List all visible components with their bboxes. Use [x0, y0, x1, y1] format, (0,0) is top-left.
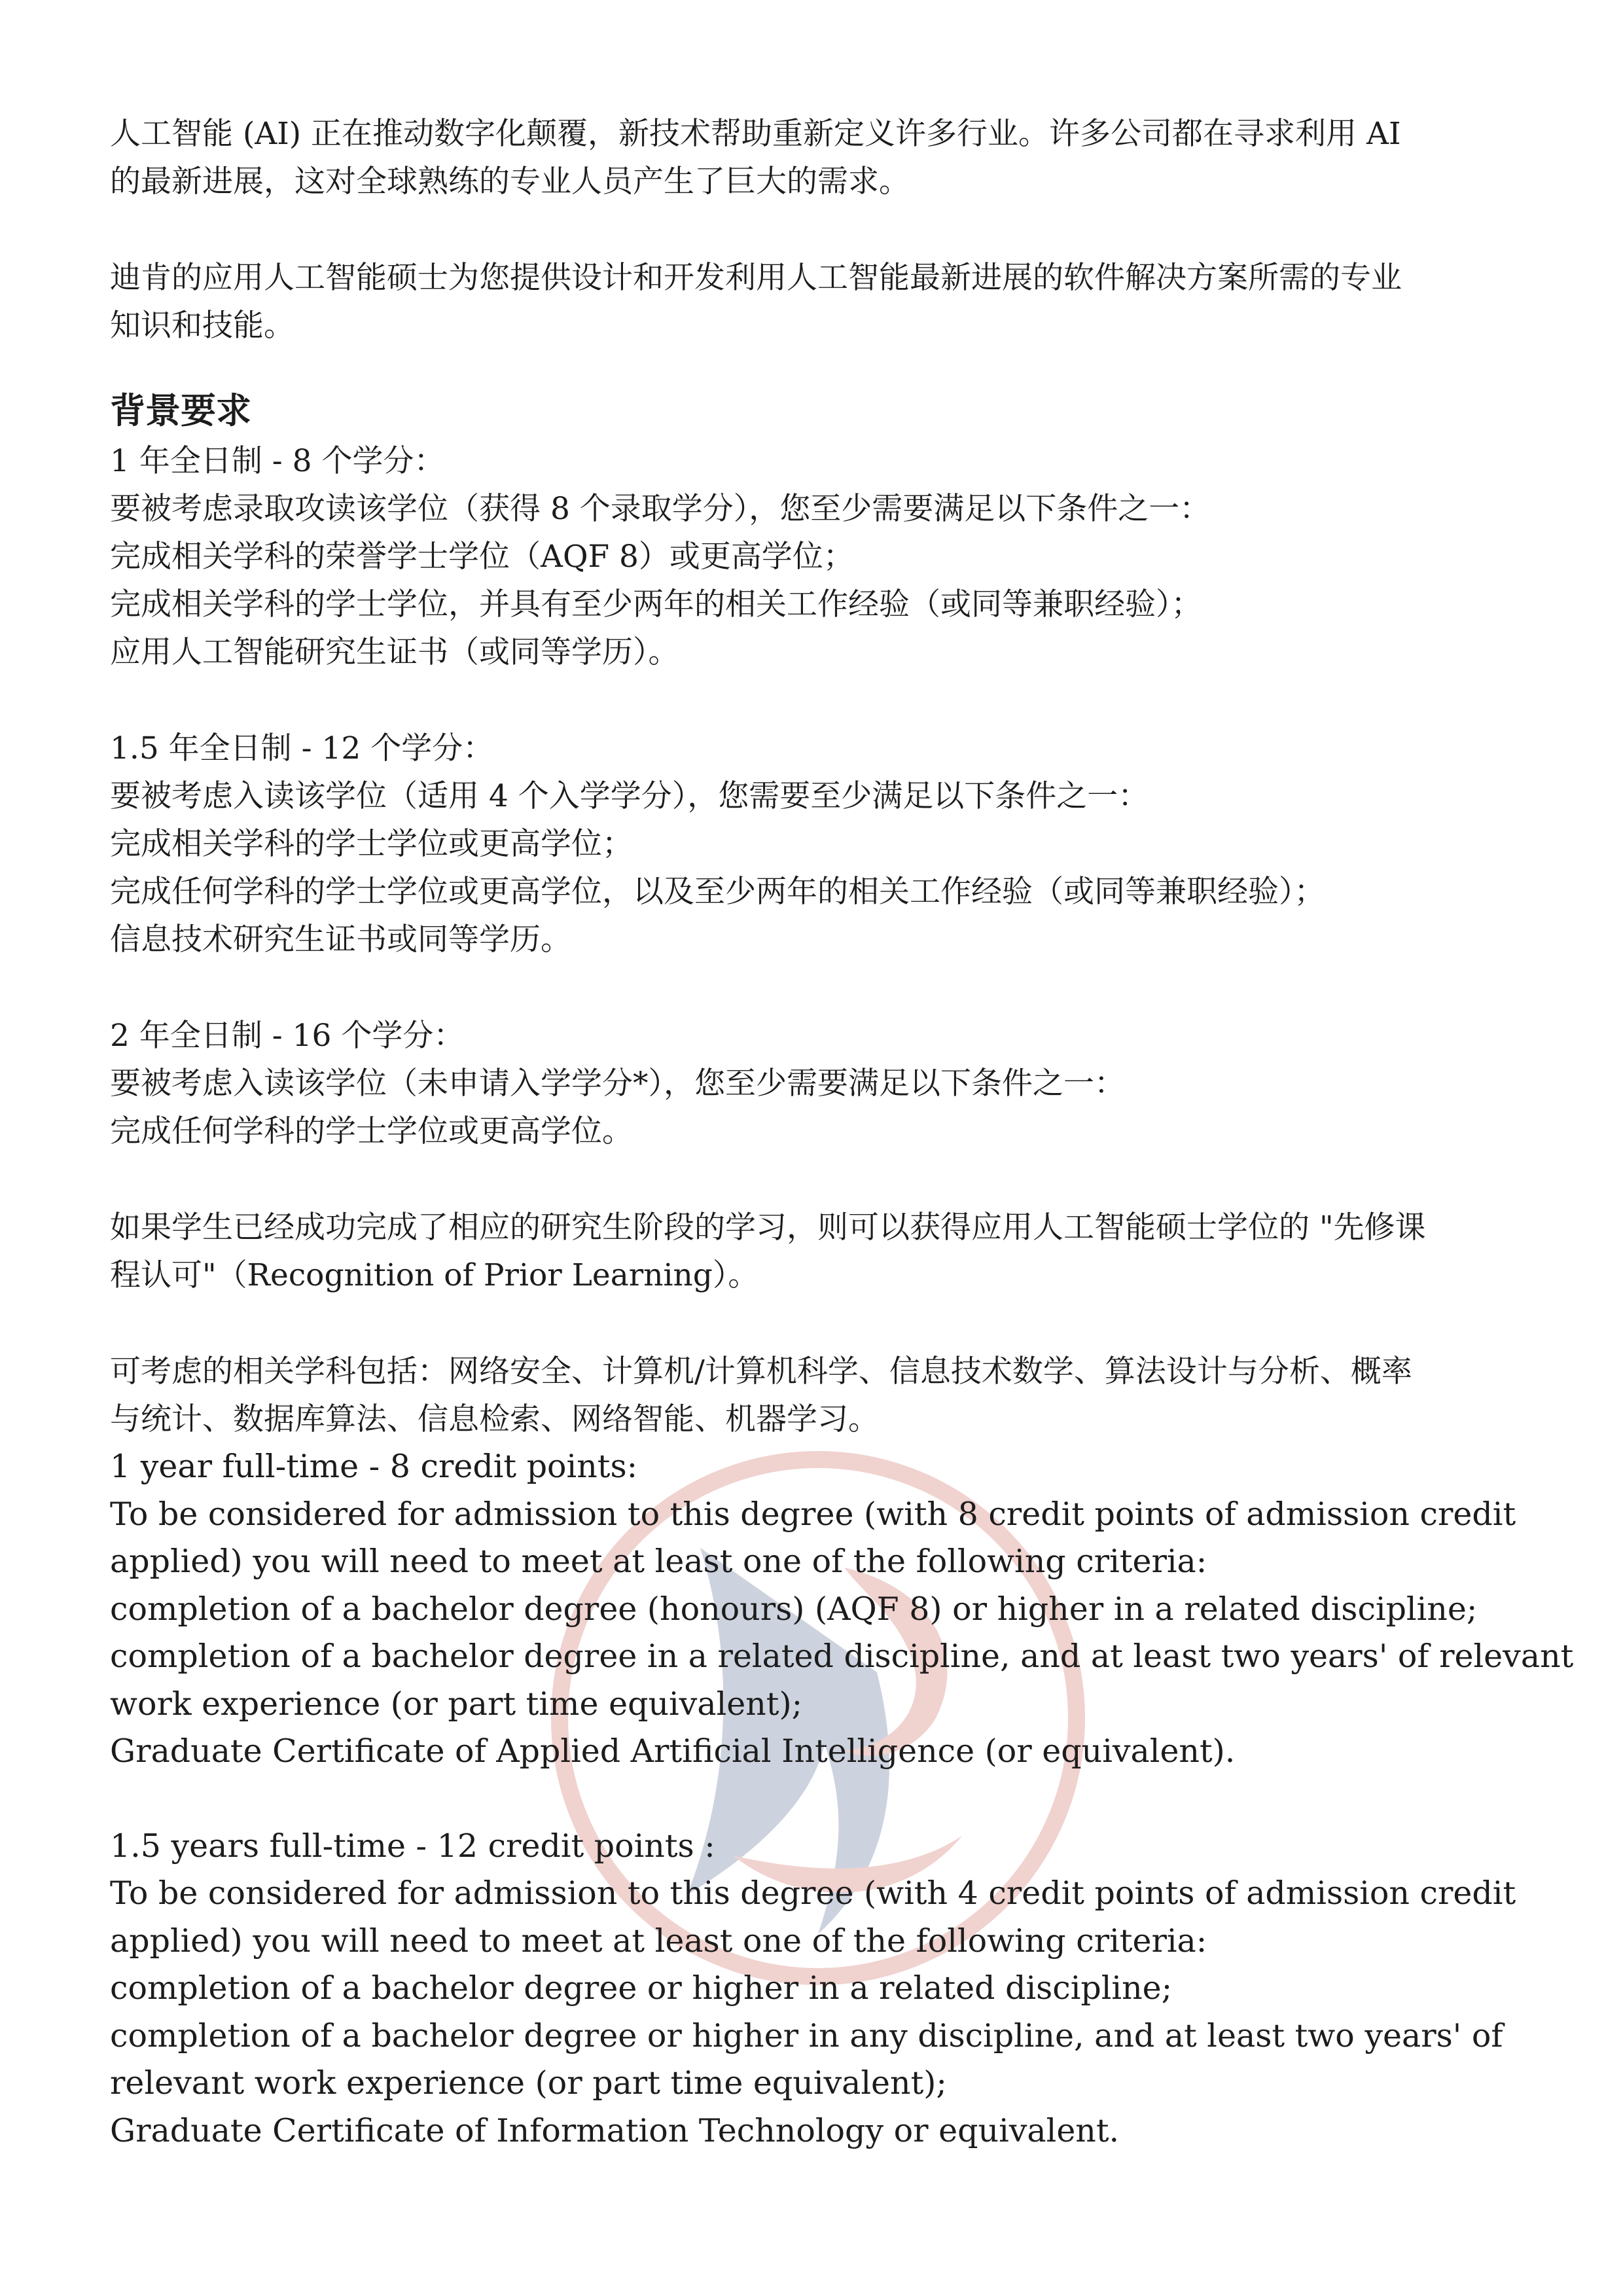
text-line: relevant work experience (or part time equivalent); — [110, 2064, 947, 2102]
text-line: applied) you will need to meet at least one of the following criteria: — [110, 1922, 1207, 1960]
en-1-year-requirements — [110, 1443, 1574, 1776]
text-line: 的最新进展，这对全球熟练的专业人员产生了巨大的需求。 — [110, 164, 910, 200]
text-line: 1.5 years full-time - 12 credit points : — [110, 1827, 715, 1865]
text-line: 要被考虑录取攻读该学位（获得 8 个录取学分），您至少需要满足以下条件之一： — [110, 491, 1211, 527]
document-body — [110, 110, 1574, 2155]
text-line: 知识和技能。 — [110, 308, 294, 344]
text-line: 与统计、数据库算法、信息检索、网络智能、机器学习。 — [110, 1401, 879, 1437]
text-line: 如果学生已经成功完成了相应的研究生阶段的学习，则可以获得应用人工智能硕士学位的 "先修课 — [110, 1210, 1426, 1246]
text-line: To be considered for admission to this degree (with 4 credit points of admission credit — [110, 1874, 1516, 1912]
text-line: 完成相关学科的学士学位或更高学位； — [110, 826, 633, 862]
text-line: work experience (or part time equivalent); — [110, 1685, 803, 1723]
text-line: 要被考虑入读该学位（未申请入学学分*），您至少需要满足以下条件之一： — [110, 1066, 1125, 1102]
intro-paragraph-1 — [110, 110, 1517, 206]
cn-related-disciplines — [110, 1348, 1517, 1443]
text-line: 程认可"（Recognition of Prior Learning）。 — [110, 1257, 759, 1293]
text-line: 迪肯的应用人工智能硕士为您提供设计和开发利用人工智能最新进展的软件解决方案所需的专业 — [110, 260, 1402, 296]
text-line: completion of a bachelor degree in a related discipline, and at least two years' of relevant — [110, 1638, 1574, 1675]
text-line: 完成相关学科的荣誉学士学位（AQF 8）或更高学位； — [110, 539, 854, 575]
text-line: 完成任何学科的学士学位或更高学位。 — [110, 1113, 633, 1149]
text-line: 完成任何学科的学士学位或更高学位，以及至少两年的相关工作经验（或同等兼职经验）； — [110, 874, 1325, 910]
text-line: 可考虑的相关学科包括：网络安全、计算机/计算机科学、信息技术数学、算法设计与分析、概率 — [110, 1354, 1412, 1390]
cn-prior-learning-note — [110, 1204, 1517, 1299]
background-heading: 背景要求 — [110, 390, 251, 431]
text-line: 2 年全日制 - 16 个学分： — [110, 1018, 465, 1054]
text-line: 人工智能 (AI) 正在推动数字化颠覆，新技术帮助重新定义许多行业。许多公司都在寻求利用 AI — [110, 116, 1401, 152]
text-line: 完成相关学科的学士学位，并具有至少两年的相关工作经验（或同等兼职经验）； — [110, 586, 1202, 622]
text-line: 信息技术研究生证书或同等学历。 — [110, 922, 571, 958]
text-line: 1.5 年全日制 - 12 个学分： — [110, 730, 494, 766]
cn-1-5-year-requirements — [110, 725, 1517, 963]
text-line: 应用人工智能研究生证书（或同等学历）。 — [110, 634, 679, 670]
text-line: To be considered for admission to this degree (with 8 credit points of admission credit — [110, 1495, 1516, 1533]
cn-1-year-requirements — [110, 437, 1517, 676]
text-line: completion of a bachelor degree (honours) (AQF 8) or higher in a related discipline; — [110, 1590, 1478, 1628]
text-line: applied) you will need to meet at least one of the following criteria: — [110, 1543, 1207, 1580]
text-line: Graduate Certificate of Applied Artificial Intelligence (or equivalent). — [110, 1732, 1236, 1770]
text-line: 1 年全日制 - 8 个学分： — [110, 443, 445, 479]
intro-paragraph-2 — [110, 254, 1517, 350]
text-line: Graduate Certificate of Information Technology or equivalent. — [110, 2111, 1120, 2149]
text-line: 1 year full-time - 8 credit points: — [110, 1448, 638, 1485]
text-line: completion of a bachelor degree or higher in any discipline, and at least two years' of — [110, 2017, 1503, 2054]
en-1-5-year-requirements — [110, 1823, 1517, 2155]
text-line: completion of a bachelor degree or higher in a related discipline; — [110, 1969, 1173, 2007]
text-line: 要被考虑入读该学位（适用 4 个入学学分），您需要至少满足以下条件之一： — [110, 778, 1149, 814]
cn-2-year-requirements — [110, 1012, 1517, 1155]
